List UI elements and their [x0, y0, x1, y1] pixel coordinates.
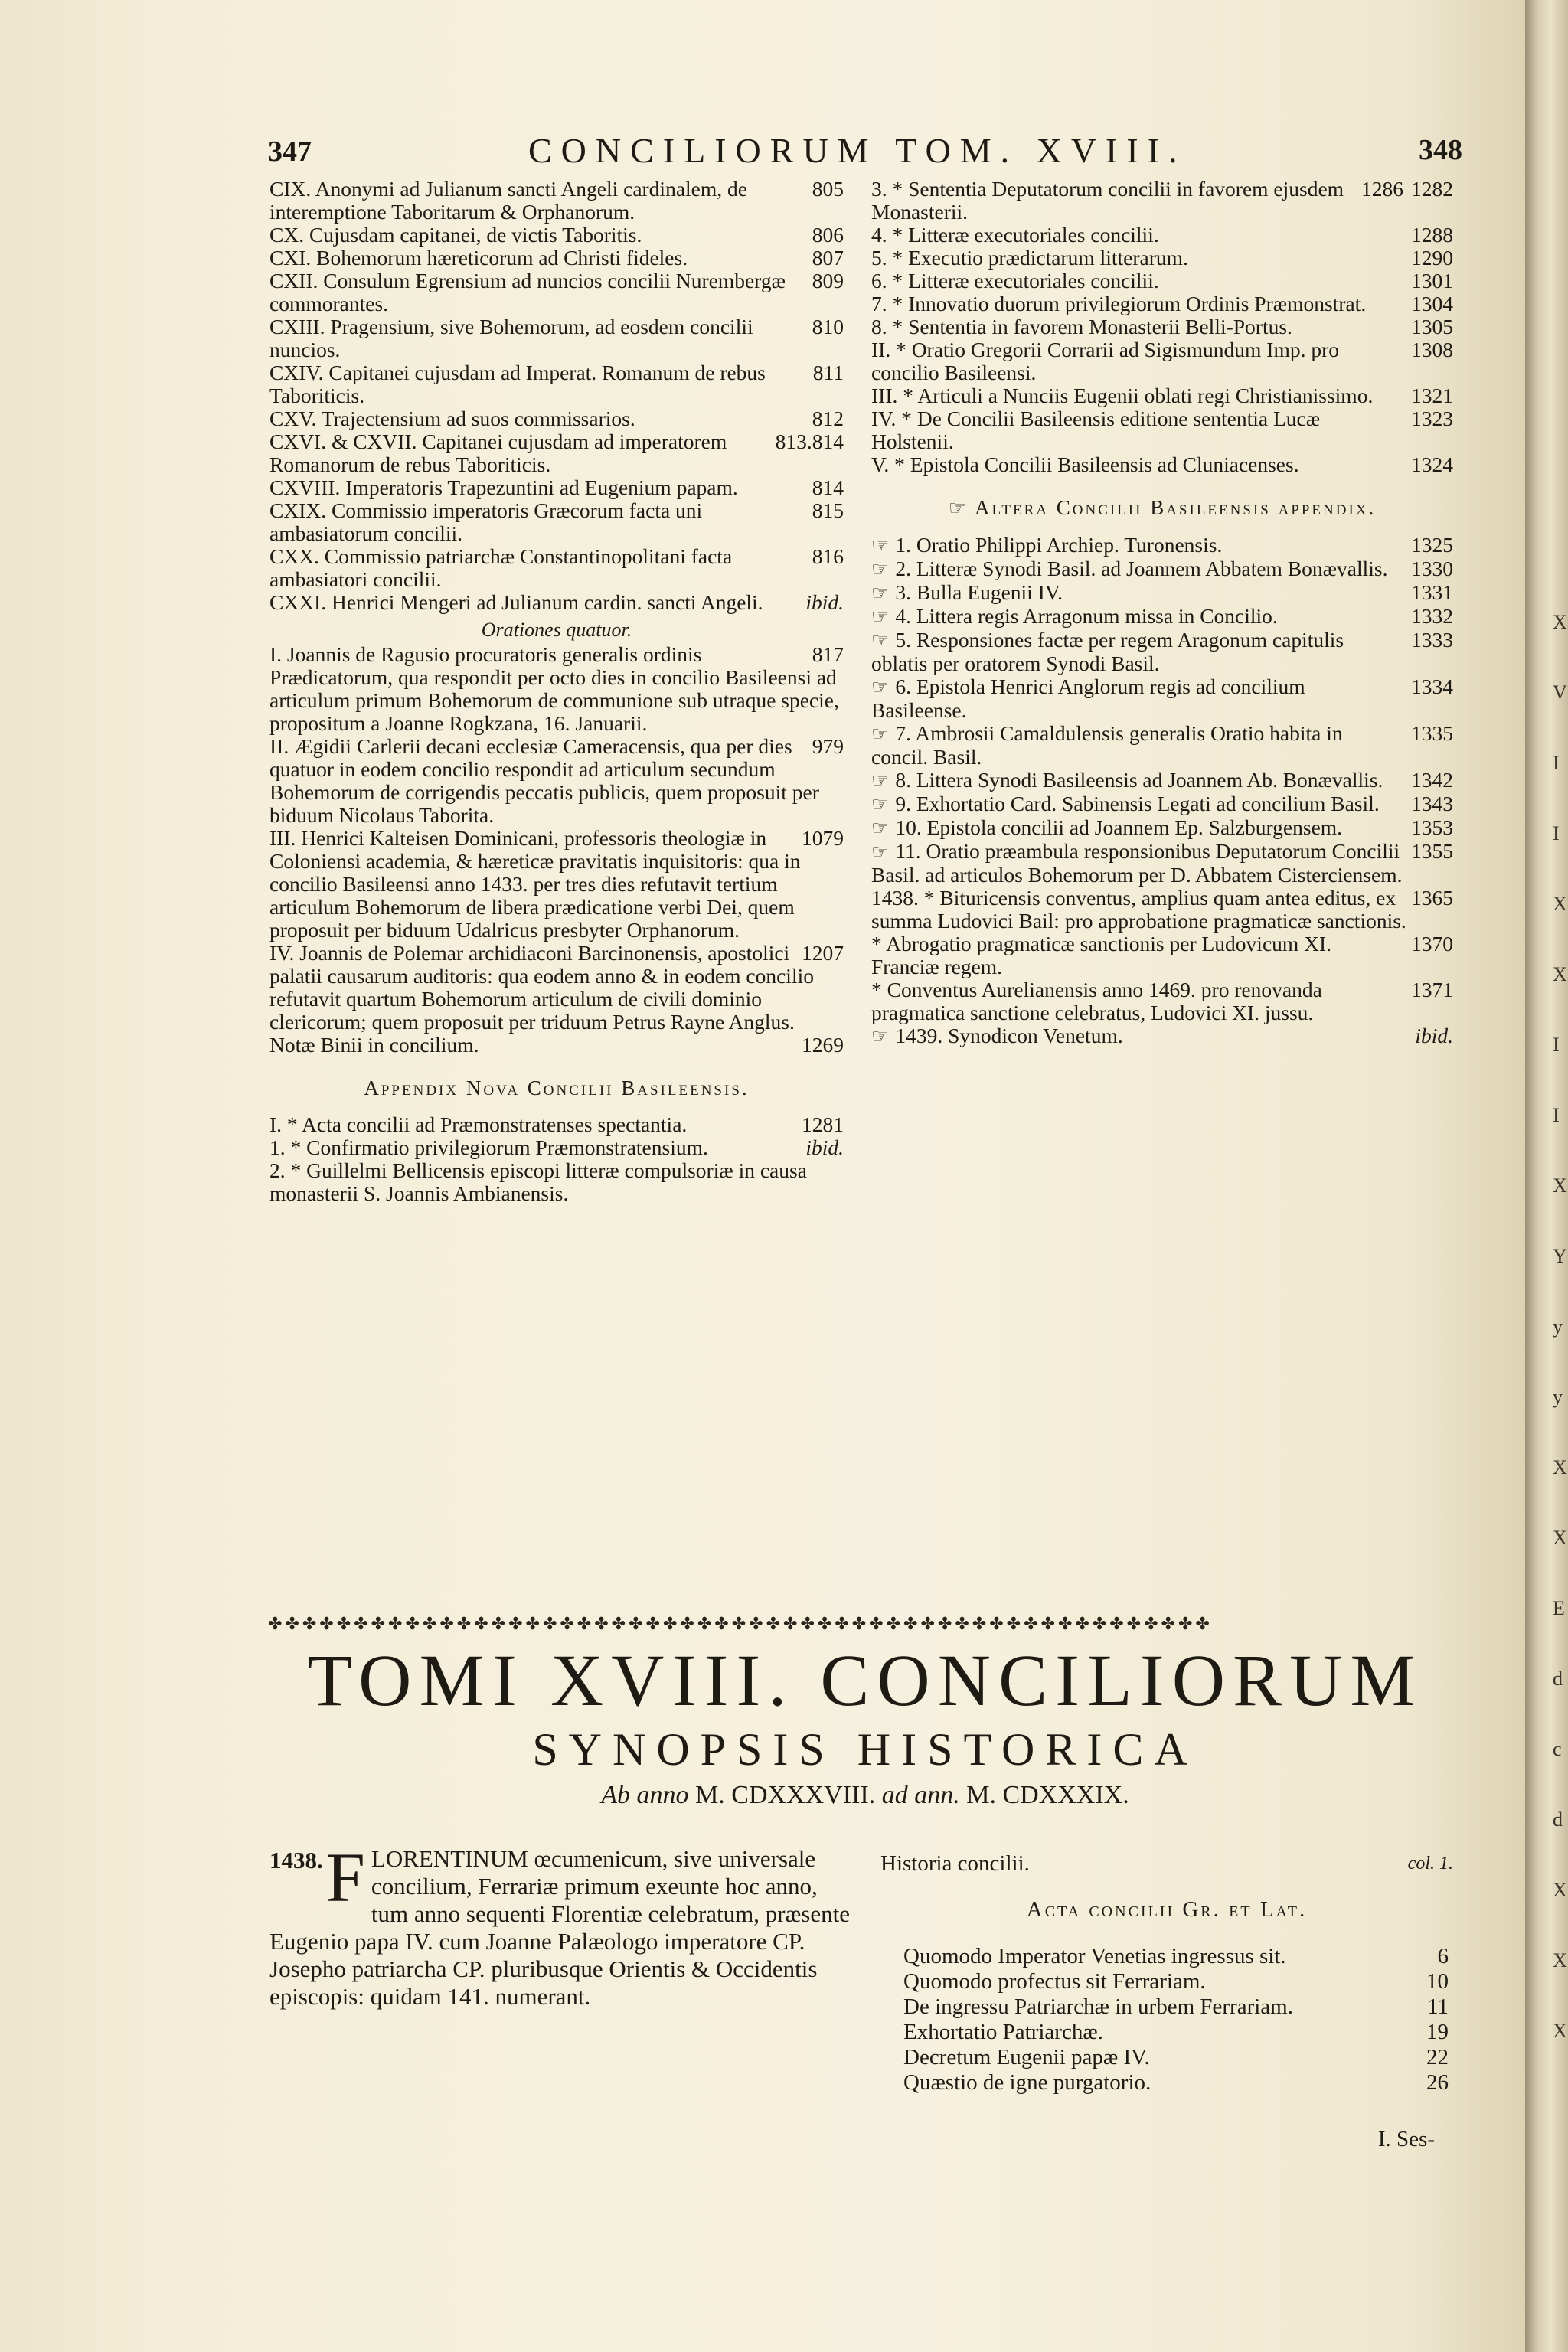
entry-text: I. Joannis de Ragusio procuratoris generalis ordinis Prædicatorum, qua respondit per octo dies in concilio Basileensi ad articulum primum Bohemorum de communione sub utraque specie, propositum a Joanne Rogkzana, 16. Januarii.	[270, 642, 839, 735]
acta-entry-text: Quomodo profectus sit Ferrariam.	[903, 1969, 1206, 1994]
orationes-heading: Orationes quatuor.	[481, 619, 632, 641]
entry-column-number: 815	[812, 498, 844, 522]
entry-text: 5. * Executio prædictarum litterarum.	[871, 246, 1188, 270]
altera-appendix-entry	[871, 792, 1453, 816]
right-index-column	[871, 178, 1453, 1048]
entry-column-number: 979	[812, 734, 844, 758]
pointing-hand-icon: ☞	[871, 841, 890, 863]
index-entry	[871, 384, 1453, 407]
index-entry	[270, 407, 844, 430]
entry-text: 10. Epistola concilii ad Joannem Ep. Salzburgensem.	[895, 815, 1343, 839]
oratio-entry	[270, 735, 844, 827]
entry-column-number: 805	[812, 177, 844, 201]
entry-text: V. * Epistola Concilii Basileensis ad Cluniacenses.	[871, 452, 1299, 476]
index-entry	[270, 430, 844, 476]
entry-text: IV. * De Concilii Basileensis editione sententia Lucæ Holstenii.	[871, 407, 1321, 453]
synopsis-main-title: TOMI XVIII. CONCILIORUM	[307, 1639, 1423, 1721]
entry-column-number: 1304	[1411, 292, 1453, 315]
pointing-hand-icon: ☞	[871, 629, 890, 652]
entry-column-number: 807	[812, 246, 844, 270]
entry-text: * Conventus Aurelianensis anno 1469. pro renovanda pragmatica sanctione celebratus, Ludovici XI. jussu.	[871, 978, 1322, 1024]
edge-letter: Y	[1553, 1245, 1567, 1267]
appendix-heading: Appendix Nova Concilii Basileensis.	[364, 1076, 750, 1099]
entry-column-number: 1308	[1411, 338, 1453, 361]
edge-letter: V	[1553, 681, 1567, 704]
entry-column-number: ibid.	[1415, 1024, 1453, 1047]
ornamental-divider: ✤✤✤✤✤✤✤✤✤✤✤✤✤✤✤✤✤✤✤✤✤✤✤✤✤✤✤✤✤✤✤✤✤✤✤✤✤✤✤✤✤✤✤✤✤✤✤✤✤✤✤✤✤✤✤	[268, 1614, 1213, 1632]
entry-text: CIX. Anonymi ad Julianum sancti Angeli cardinalem, de interemptione Taboritarum & Orphanorum.	[270, 177, 747, 224]
pointing-hand-icon: ☞	[871, 769, 890, 792]
index-entry	[871, 407, 1453, 453]
entry-column-number: 1325	[1411, 533, 1453, 557]
edge-letter: I	[1553, 1034, 1560, 1056]
acta-entry-text: Quomodo Imperator Venetias ingressus sit.	[903, 1944, 1286, 1968]
entry-text: 5. Responsiones factæ per regem Aragonum capitulis oblatis per oratorem Synodi Basil.	[871, 628, 1344, 675]
entry-column-number: 1365	[1411, 886, 1453, 910]
entry-column-number: 1321	[1411, 384, 1453, 407]
index-entry	[270, 361, 844, 407]
acta-entry	[880, 1944, 1453, 1969]
oratio-entry	[270, 643, 844, 735]
index-entry	[871, 887, 1453, 933]
entry-column-number: ibid.	[805, 590, 844, 614]
edge-letter: X	[1553, 1527, 1567, 1549]
edge-letter: X	[1553, 1879, 1567, 1901]
index-entry	[871, 247, 1453, 270]
entry-column-number: 812	[812, 407, 844, 430]
altera-appendix-entry	[871, 629, 1453, 675]
entry-column-number: 1353	[1411, 815, 1453, 839]
acta-column-number: 10	[1426, 1969, 1449, 1994]
entry-column-number: 806	[812, 223, 844, 247]
edge-letter: X	[1553, 893, 1567, 915]
left-page-number: 347	[268, 136, 312, 168]
edge-letter: X	[1553, 963, 1567, 985]
entry-text: 7. Ambrosii Camaldulensis generalis Oratio habita in concil. Basil.	[871, 721, 1343, 769]
edge-letter: X	[1553, 1949, 1567, 1971]
synopsis-text: LORENTINUM œcumenicum, sive universale concilium, Ferrariæ primum exeunte hoc anno, tum anno sequenti Florentiæ celebratum, præsente Eugenio papa IV. cum Joanne Palæologo imperatore CP. Josepho patriarcha CP. pluribusque Orientis & Occidentis episcopis: quidam 141. numerant.	[270, 1845, 850, 2010]
edge-letter: I	[1553, 822, 1560, 844]
entry-text: Notæ Binii in concilium.	[270, 1033, 479, 1057]
acta-index	[880, 1851, 1453, 2096]
entry-text: 11. Oratio præambula responsionibus Deputatorum Concilii Basil. ad articulos Bohemorum per D. Abbatem Cisterciensem.	[871, 839, 1403, 887]
index-entry	[871, 453, 1453, 476]
edge-letter: X	[1553, 1456, 1567, 1478]
entry-column-number: 1207	[802, 941, 844, 965]
pointing-hand-icon: ☞	[871, 534, 890, 557]
index-entry	[871, 978, 1453, 1024]
pointing-hand-icon: ☞	[871, 676, 890, 698]
drop-cap: F	[325, 1838, 365, 1916]
altera-appendix-entry	[871, 534, 1453, 557]
edge-letter: I	[1553, 752, 1560, 774]
pointing-hand-icon: ☞	[871, 1025, 890, 1047]
entry-column-number: 1286	[1361, 177, 1403, 201]
historia-column-number: col. 1.	[1407, 1854, 1453, 1873]
entry-column-number: 1343	[1411, 792, 1453, 815]
altera-appendix-entry	[871, 816, 1453, 840]
pointing-hand-icon: ☞	[871, 606, 890, 628]
index-entry	[871, 292, 1453, 315]
index-entry	[871, 224, 1453, 247]
entry-column-number: 1330	[1411, 557, 1453, 580]
index-entry	[270, 270, 844, 315]
pointing-hand-icon: ☞	[871, 582, 890, 604]
entry-text: 3. Bulla Eugenii IV.	[895, 580, 1063, 604]
index-entry	[270, 545, 844, 591]
acta-column-number: 26	[1426, 2070, 1449, 2095]
pointing-hand-icon: ☞	[871, 817, 890, 839]
entry-text: 4. * Litteræ executoriales concilii.	[871, 223, 1159, 247]
entry-text: 6. Epistola Henrici Anglorum regis ad concilium Basileense.	[871, 675, 1305, 722]
entry-text: 7. * Innovatio duorum privilegiorum Ordinis Præmonstrat.	[871, 292, 1367, 315]
entry-text: III. Henrici Kalteisen Dominicani, professoris theologiæ in Coloniensi academia, & hæreticæ pravitatis inquisitoris: qua in concilio Basileensi anno 1433. per tres dies refutavit tertium articulum Bohemorum de libera prædicatione verbi Dei, quem proposuit per biduum Udalricus presbyter Orphanorum.	[270, 826, 801, 942]
entry-text: CX. Cujusdam capitanei, de victis Taboritis.	[270, 223, 642, 247]
appendix-entry	[270, 1136, 844, 1159]
index-entry	[270, 178, 844, 224]
altera-appendix-entry	[871, 722, 1453, 769]
entry-column-number: 1331	[1411, 580, 1453, 604]
synopsis-year: 1438.	[270, 1847, 323, 1873]
index-entry	[871, 315, 1453, 338]
index-entry	[270, 499, 844, 545]
entry-column-number: 813.814	[775, 430, 844, 453]
historia-entry: Historia concilii. col. 1.	[880, 1851, 1453, 1876]
acta-column-number: 19	[1426, 2020, 1449, 2044]
entry-text: 1439. Synodicon Venetum.	[895, 1024, 1123, 1047]
acta-entry	[880, 2020, 1453, 2045]
edge-letter: X	[1553, 2020, 1567, 2042]
altera-appendix-entry	[871, 581, 1453, 605]
index-entry	[270, 315, 844, 361]
acta-entry-text: Quæstio de igne purgatorio.	[903, 2070, 1152, 2095]
synopsis-subtitle: SYNOPSIS HISTORICA	[532, 1724, 1198, 1775]
acta-entry	[880, 2045, 1453, 2070]
entry-column-number: 1290	[1411, 246, 1453, 270]
acta-entry-text: Decretum Eugenii papæ IV.	[903, 2045, 1150, 2069]
entry-column-number: 1335	[1411, 721, 1453, 745]
entry-column-number: 1355	[1411, 839, 1453, 863]
catchword: I. Ses-	[1377, 2127, 1435, 2151]
index-entry	[270, 247, 844, 270]
altera-appendix-entry	[871, 769, 1453, 792]
index-entry	[871, 933, 1453, 978]
entry-text: 4. Littera regis Arragonum missa in Concilio.	[895, 604, 1278, 628]
entry-text: III. * Articuli a Nunciis Eugenii oblati regi Christianissimo.	[871, 384, 1374, 407]
index-entry	[871, 338, 1453, 384]
entry-text: 6. * Litteræ executoriales concilii.	[871, 269, 1159, 292]
entry-text: 1438. * Bituricensis conventus, amplius quam antea editus, ex summa Ludovici Bail: pro approbatione pragmaticæ sanctionis.	[871, 886, 1406, 933]
entry-text: CXVIII. Imperatoris Trapezuntini ad Eugenium papam.	[270, 475, 738, 499]
entry-text: 8. Littera Synodi Basileensis ad Joannem Ab. Bonævallis.	[895, 768, 1383, 792]
entry-column-number: 814	[812, 475, 844, 499]
entry-text: II. * Oratio Gregorii Corrarii ad Sigismundum Imp. pro concilio Basileensi.	[871, 338, 1340, 384]
running-title: CONCILIORUM TOM. XVIII.	[528, 131, 1187, 170]
entry-column-number: 810	[812, 315, 844, 338]
entry-column-number: 1332	[1411, 604, 1453, 628]
edge-letter: y	[1553, 1386, 1563, 1408]
pointing-hand-icon: ☞	[871, 558, 890, 580]
index-entry	[270, 476, 844, 499]
altera-appendix-entry	[871, 557, 1453, 581]
entry-text: CXI. Bohemorum hæreticorum ad Christi fideles.	[270, 246, 688, 270]
synopsis-year-range: Ab anno M. CDXXXVIII. ad ann. M. CDXXXIX.	[601, 1781, 1129, 1809]
entry-text: CXII. Consulum Egrensium ad nuncios concilii Nurembergæ commorantes.	[270, 269, 786, 315]
edge-letter: d	[1553, 1668, 1563, 1690]
entry-column-number: 811	[812, 361, 844, 384]
left-index-column	[270, 178, 844, 1205]
right-page-number: 348	[1419, 134, 1462, 166]
entry-column-number: 817	[812, 642, 844, 666]
entry-column-number: 1342	[1411, 768, 1453, 792]
pointing-hand-icon: ☞	[871, 793, 890, 815]
altera-appendix-entry	[871, 840, 1453, 887]
entry-text: 1. * Confirmatio privilegiorum Præmonstratensium.	[270, 1135, 708, 1159]
edge-letter: X	[1553, 1174, 1567, 1197]
running-head	[268, 130, 1462, 176]
entry-text: CXVI. & CXVII. Capitanei cujusdam ad imperatorem Romanorum de rebus Taboriticis.	[270, 430, 727, 476]
entry-text: 9. Exhortatio Card. Sabinensis Legati ad concilium Basil.	[895, 792, 1380, 815]
entry-column-number: 1371	[1411, 978, 1453, 1001]
entry-text: 2. * Guillelmi Bellicensis episcopi litteræ compulsoriæ in causa monasterii S. Joannis Ambianensis.	[270, 1158, 807, 1205]
entry-column-number: 1324	[1411, 452, 1453, 476]
entry-text: CXX. Commissio patriarchæ Constantinopolitani facta ambasiatori concilii.	[270, 544, 733, 591]
entry-column-number: 1323	[1411, 407, 1453, 430]
entry-text: CXIX. Commissio imperatoris Græcorum facta uni ambasiatorum concilii.	[270, 498, 703, 545]
entry-text: 1. Oratio Philippi Archiep. Turonensis.	[895, 533, 1223, 557]
entry-text: IV. Joannis de Polemar archidiaconi Barcinonensis, apostolici palatii causarum auditoris: qua eodem anno & in eodem concilio refutavit quartum Bohemorum articulum de civili dominio clericorum; quem proposuit per triduum Petrus Rayne Anglus.	[270, 941, 814, 1034]
entry-text: * Abrogatio pragmaticæ sanctionis per Ludovicum XI. Franciæ regem.	[871, 932, 1332, 978]
edge-letter: I	[1553, 1104, 1560, 1126]
entry-text: 8. * Sententia in favorem Monasterii Belli-Portus.	[871, 315, 1292, 338]
acta-column-number: 11	[1427, 1994, 1449, 2019]
altera-appendix-heading: ☞ Altera Concilii Basileensis appendix.	[948, 496, 1377, 519]
appendix-entry	[270, 1113, 844, 1136]
acta-entry-text: Exhortatio Patriarchæ.	[903, 2020, 1103, 2044]
entry-text: CXIV. Capitanei cujusdam ad Imperat. Romanum de rebus Taboriticis.	[270, 361, 766, 407]
entry-column-number: 816	[812, 544, 844, 568]
index-entry	[871, 178, 1453, 224]
entry-text: 2. Litteræ Synodi Basil. ad Joannem Abbatem Bonævallis.	[895, 557, 1388, 580]
entry-column-number: 1269	[802, 1033, 844, 1057]
acta-entry	[880, 1969, 1453, 1994]
entry-column-number: ibid.	[805, 1135, 844, 1159]
acta-column-number: 22	[1426, 2045, 1449, 2069]
edge-letter: X	[1553, 611, 1567, 633]
entry-text: II. Ægidii Carlerii decani ecclesiæ Cameracensis, qua per dies quatuor in eodem concilio respondit ad articulum secundum Bohemorum de corrigendis peccatis publicis, quem proposuit per biduum Nicolaus Taborita.	[270, 734, 819, 827]
altera-appendix-entry	[871, 675, 1453, 722]
oratio-entry	[270, 827, 844, 942]
entry-column-number: 1282	[1411, 177, 1453, 201]
index-entry	[871, 270, 1453, 292]
acta-entry	[880, 1994, 1453, 2020]
entry-column-number: 1333	[1411, 628, 1453, 652]
entry-column-number: 1288	[1411, 223, 1453, 247]
index-entry	[871, 1024, 1453, 1048]
entry-text: CXXI. Henrici Mengeri ad Julianum cardin. sancti Angeli.	[270, 590, 763, 614]
edge-letter: y	[1553, 1315, 1563, 1338]
entry-text: 3. * Sententia Deputatorum concilii in favorem ejusdem Monasterii.	[871, 177, 1344, 224]
index-entry	[270, 224, 844, 247]
entry-column-number: 1334	[1411, 675, 1453, 698]
entry-text: I. * Acta concilii ad Præmonstratenses spectantia.	[270, 1112, 688, 1136]
entry-column-number: 1281	[802, 1112, 844, 1136]
edge-letter: d	[1553, 1808, 1563, 1831]
acta-entry	[880, 2070, 1453, 2096]
entry-text: CXIII. Pragensium, sive Bohemorum, ad eosdem concilii nuncios.	[270, 315, 753, 361]
entry-text: CXV. Trajectensium ad suos commissarios.	[270, 407, 635, 430]
entry-column-number: 1301	[1411, 269, 1453, 292]
acta-entry-text: De ingressu Patriarchæ in urbem Ferrariam.	[903, 1994, 1293, 2019]
entry-column-number: 1305	[1411, 315, 1453, 338]
acta-heading: Acta concilii Gr. et Lat.	[1026, 1897, 1308, 1922]
acta-column-number: 6	[1437, 1944, 1449, 1968]
altera-appendix-entry	[871, 605, 1453, 629]
entry-column-number: 1079	[802, 826, 844, 850]
edge-letter: c	[1553, 1738, 1562, 1760]
entry-column-number: 1370	[1411, 932, 1453, 956]
entry-column-number: 809	[812, 269, 844, 292]
edge-letter: E	[1553, 1597, 1565, 1619]
oratio-entry	[270, 942, 844, 1034]
pointing-hand-icon: ☞	[871, 723, 890, 745]
index-entry-notae	[270, 1034, 844, 1057]
index-entry	[270, 591, 844, 614]
pointing-hand-icon: ☞	[948, 497, 969, 519]
synopsis-paragraph	[270, 1838, 859, 2011]
appendix-entry	[270, 1159, 844, 1205]
